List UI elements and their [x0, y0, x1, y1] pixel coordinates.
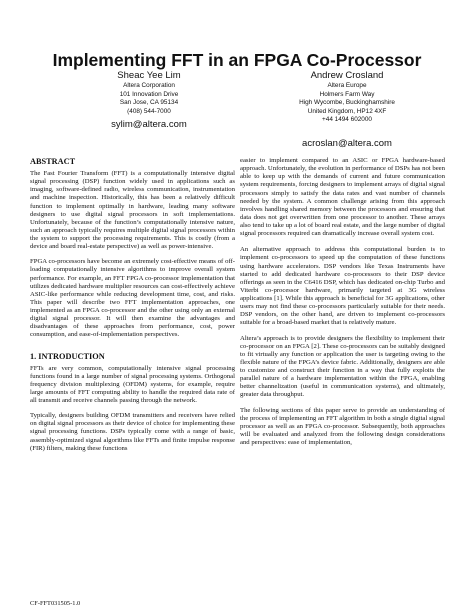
author-name: Andrew Crosland — [310, 70, 384, 81]
author-affiliation-line: +44 1494 602000 — [322, 116, 372, 124]
abstract-heading: ABSTRACT — [30, 157, 76, 166]
author-affiliation-line: San Jose, CA 95134 — [119, 99, 179, 107]
body-paragraph: The following sections of this paper serve to provide an understanding of the process of implementing an FFT algorithm in both a single digital signal processor as well as an FPGA co-processor. Subsequently, both approaches will be evaluated and analyzed from the following design considerations and perspectives: ease of implementation, — [240, 406, 445, 446]
document-id-footer: CF-FFT031505-1.0 — [30, 600, 81, 607]
author-affiliation-line: Altera Europe — [327, 82, 367, 89]
author-affiliation-line: High Wycombe, Buckinghamshire — [299, 99, 395, 107]
body-paragraph: FFTs are very common, computationally intensive signal processing functions found in a large number of signal processing systems. Orthogonal frequency division multiplexing (OFDM) systems, for example, require large amounts of FFT computing ability to handle the required data rate of all transmit and receive channels passing through the network. — [30, 364, 235, 404]
paper-title: Implementing FFT in an FPGA Co-Processor — [52, 50, 422, 70]
body-paragraph: Typically, designers building OFDM transmitters and receivers have relied on digital signal processors as their device of choice for implementing these signal processing functions. DSPs typically come with a range of basic, assembly-optimized signal algorithms like FFTs and finite impulse response (FIR) filters, making these functions — [30, 412, 235, 452]
body-paragraph: Altera’s approach is to provide designers the flexibility to implement their co-processor on an FPGA [2]. These co-processors can be suitably designed to fit virtually any function or application the user is targeting owing to the flexible nature of the FPGA’s device fabric. Additionally, designers are able to customize and construct their function in a way that fully exploits the parallel nature of a hardware implementation within the FPGA, enabling better channelization (useful in communication systems), and ultimately, greater data throughput. — [240, 334, 445, 399]
author-email: acroslan@altera.com — [302, 137, 392, 149]
introduction-heading: 1. INTRODUCTION — [30, 351, 105, 361]
abstract-paragraph: FPGA co-processors have become an extremely cost-effective means of off-loading computationally intensive algorithms to improve overall system performance. For example, an FFT FPGA co-processor implementation that utilizes dedicated hardware multiplier resources can cost-effectively achieve ASIC-like performance while reducing development time, cost, and risks. This paper will describe two FFT implementation approaches, one implemented as an FPGA co-processor and the other using only an external digital signal processor. It will then examine the advantages and disadvantages of these approaches from performance, cost, power consumption, and ease-of-implementation perspectives. — [30, 258, 235, 339]
body-paragraph: easier to implement compared to an ASIC or FPGA hardware-based approach. Unfortunately, the evolution in performance of DSPs has not been able to keep up with the demands of current and future communication system requirements, forcing designers to implement arrays of digital signal processors simply to satisfy the data rates and vast number of channels needed by the system. A common challenge arising from this approach involves handling shared memory between the processors and ensuring that data does not get overwritten from one processor to another. These arrays also tend to take up a lot of board real estate, and the large number of digital signal processors required can dramatically increase overall system cost. — [240, 157, 445, 238]
author-affiliation-line: (408) 544-7000 — [127, 107, 171, 115]
author-block-2 — [247, 70, 447, 151]
right-column — [240, 157, 445, 454]
author-affiliation-line: Altera Corporation — [123, 82, 175, 89]
author-affiliation-line: United Kingdom, HP12 4XF — [307, 107, 387, 115]
author-affiliation-line: Holmers Farm Way — [319, 90, 375, 98]
author-block-1 — [49, 70, 249, 132]
author-email: sylim@altera.com — [111, 119, 187, 131]
author-name: Sheac Yee Lim — [117, 70, 181, 81]
left-column — [30, 157, 235, 460]
body-paragraph: An alternative approach to address this computational burden is to implement co-processors to speed up the computation of these functions using hardware accelerators. DSP vendors like Texas Instruments have started to add dedicated hardware co-processors to their DSP device offerings as seen in the C6416 DSP, which has dedicated on-chip Turbo and Viterbi co-processor hardware, primarily targeted at 3G wireless applications [1]. While this approach is beneficial for 3G applications, other users may not find these co-processors particularly suitable for their needs. DSP vendors, on the other hand, are driven to implement co-processors suitable for a broad-based market that is relatively mature. — [240, 246, 445, 327]
abstract-paragraph: The Fast Fourier Transform (FFT) is a computationally intensive digital signal processing (DSP) function widely used in applications such as imaging, software-defined radio, wireless communication, instrumentation and machine inspection. Historically, this has been a relatively difficult function to implement optimally in hardware, leading many software designers to use digital signal processors in soft implementations. Unfortunately, because of the function’s computationally intensive nature, such an approach typically requires multiple digital signal processors within the system to support the processing requirements. This is costly (from a device and board real-estate perspective) as well as power-intensive. — [30, 170, 235, 251]
author-affiliation-line: 101 Innovation Drive — [119, 90, 179, 98]
